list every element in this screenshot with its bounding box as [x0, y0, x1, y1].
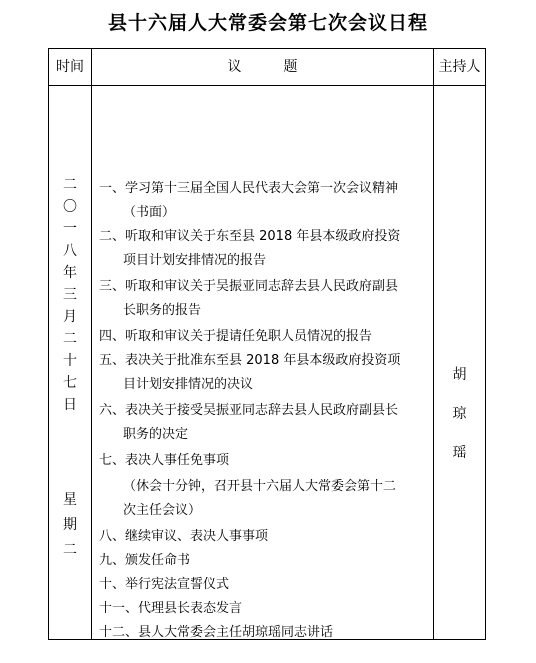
- agenda-line: （休会十分钟，召开县十六届人大常委会第十二: [123, 479, 397, 494]
- header-agenda: 议 题: [227, 59, 298, 75]
- page-title: 县十六届人大常委会第七次会议日程: [107, 12, 428, 34]
- date-char: 二: [63, 331, 77, 347]
- date-char: 日: [63, 397, 77, 413]
- agenda-line: 目计划安排情况的决议: [123, 377, 254, 392]
- agenda-line: 十二、县人大常委会主任胡琼瑶同志讲话: [99, 625, 334, 640]
- date-char: 十: [63, 353, 77, 369]
- agenda-line: 二、听取和审议关于东至县 2018 年县本级政府投资: [99, 229, 401, 244]
- agenda-line: 十一、代理县长表态发言: [99, 601, 243, 616]
- host-char: 瑶: [452, 445, 467, 461]
- date-char: 七: [63, 375, 77, 391]
- host-char: 胡: [452, 367, 467, 383]
- host-char: 琼: [452, 406, 467, 422]
- host-column: [434, 86, 485, 639]
- date-char: 二: [63, 177, 77, 193]
- agenda-line: 项目计划安排情况的报告: [123, 253, 267, 268]
- agenda-line: 长职务的报告: [123, 303, 202, 318]
- date-column: [49, 86, 91, 639]
- header-host: 主持人: [438, 59, 481, 75]
- agenda-line: 一、学习第十三届全国人民代表大会第一次会议精神: [99, 181, 399, 196]
- agenda-line: 十、举行宪法宣誓仪式: [99, 577, 230, 592]
- weekday-char: 期: [63, 517, 77, 533]
- schedule-table: [48, 48, 486, 640]
- date-char: 三: [63, 287, 77, 303]
- column-divider: [91, 49, 92, 639]
- weekday-char: 星: [63, 492, 77, 508]
- agenda-line: 次主任会议）: [123, 503, 202, 518]
- agenda-line: 九、颁发任命书: [99, 553, 191, 568]
- agenda-line: 七、表决人事任免事项: [99, 453, 230, 468]
- date-char: 年: [63, 265, 77, 281]
- date-char: 八: [63, 243, 77, 259]
- agenda-line: 四、听取和审议关于提请任免职人员情况的报告: [99, 329, 373, 344]
- weekday-char: 二: [63, 542, 77, 558]
- agenda-line: 三、听取和审议关于吴振亚同志辞去县人民政府副县: [99, 279, 399, 294]
- date-char: 〇: [63, 199, 77, 215]
- agenda-line: 五、表决关于批准东至县 2018 年县本级政府投资项: [99, 353, 401, 368]
- header-time: 时间: [56, 59, 84, 75]
- agenda-line: 六、表决关于接受吴振亚同志辞去县人民政府副县长: [99, 403, 399, 418]
- agenda-line: 八、继续审议、表决人事事项: [99, 529, 269, 544]
- date-char: 一: [63, 221, 77, 237]
- agenda-line: 职务的决定: [123, 427, 189, 442]
- date-char: 月: [63, 309, 77, 325]
- agenda-line: （书面）: [123, 205, 176, 220]
